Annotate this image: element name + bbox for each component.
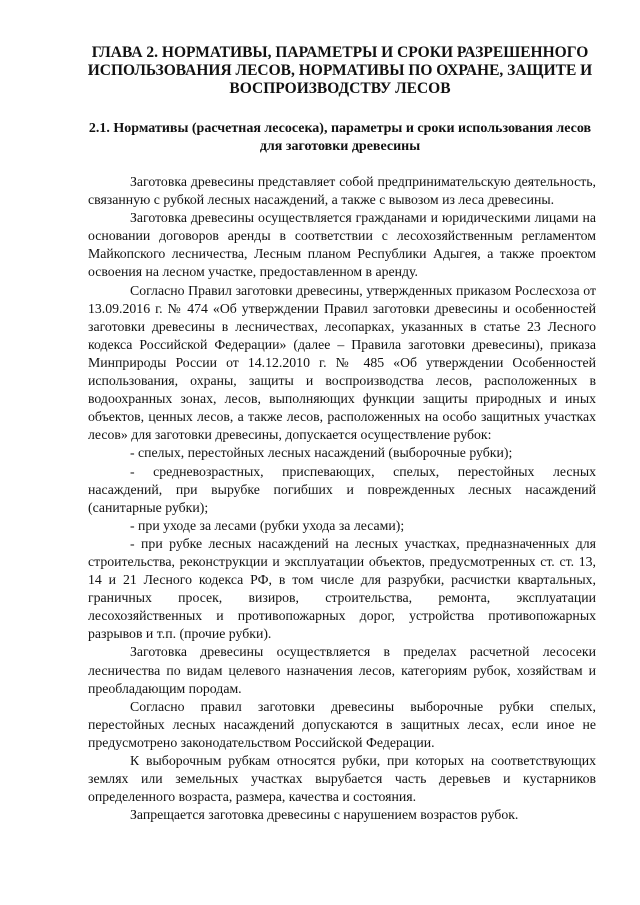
chapter-title: ГЛАВА 2. НОРМАТИВЫ, ПАРАМЕТРЫ И СРОКИ РАЗРЕШЕННОГО ИСПОЛЬЗОВАНИЯ ЛЕСОВ, НОРМАТИВЫ ПО ОХРАНЕ, ЗАЩИТЕ И ВОСПРОИЗВОДСТВУ ЛЕСОВ xyxy=(87,44,593,97)
list-item: - при уходе за лесами (рубки ухода за лесами); xyxy=(130,517,405,533)
list-item: - средневозрастных, приспевающих, спелых, перестойных лесных насаждений, при вырубке погибших и поврежденных лесных насаждений (санитарные рубки); xyxy=(88,463,596,515)
paragraph: К выборочным рубкам относятся рубки, при которых на соответствующих землях или земельных участках вырубается часть деревьев и кустарников определенного возраста, размера, качества и состояния. xyxy=(88,753,596,805)
list-item: - спелых, перестойных лесных насаждений (выборочные рубки); xyxy=(130,445,513,461)
list-item: - при рубке лесных насаждений на лесных участках, предназначенных для строительства, реконструкции и эксплуатации объектов, предусмотренных ст. ст. 13, 14 и 21 Лесного кодекса РФ, в том числе для разрубки, расчистки квартальных, граничных просек, визиров, строительства, ремонта, эксплуатации лесохозяйственных и противопожарных дорог, устройства противопожарных разрывов и т.п. (прочие рубки). xyxy=(88,535,596,642)
paragraph: Согласно Правил заготовки древесины, утвержденных приказом Рослесхоза от 13.09.2016 г. № 474 «Об утверждении Правил заготовки древесины и особенностей заготовки древесины в лесничествах, лесопарках, указанных в статье 23 Лесного кодекса Российской Федерации» (далее – Правила заготовки древесины), приказа Минприроды России от 14.12.2010 г. № 485 «Об утверждении Особенностей использования, охраны, защиты и воспроизводства лесов, расположенных в водоохранных зонах, лесов, выполняющих функции защиты природных и иных объектов, ценных лесов, а также лесов, расположенных на особо защитных участках лесов» для заготовки древесины, допускается осуществление рубок: xyxy=(88,282,596,443)
paragraph: Заготовка древесины осуществляется в пределах расчетной лесосеки лесничества по видам целевого назначения лесов, категориям рубок, хозяйствам и преобладающим породам. xyxy=(88,644,596,696)
paragraph: Заготовка древесины осуществляется гражданами и юридическими лицами на основании договоров аренды в соответствии с лесохозяйственным регламентом Майкопского лесничества, Лесным планом Республики Адыгея, а также проектом освоения на лесном участке, предоставленном в аренду. xyxy=(88,210,596,280)
paragraph: Согласно правил заготовки древесины выборочные рубки спелых, перестойных лесных насаждений допускаются в защитных лесах, если иное не предусмотрено законодательством Российской Федерации. xyxy=(88,698,596,750)
body-text xyxy=(88,173,596,824)
paragraph: Запрещается заготовка древесины с нарушением возрастов рубок. xyxy=(130,807,519,823)
paragraph: Заготовка древесины представляет собой предпринимательскую деятельность, связанную с рубкой лесных насаждений, а также с вывозом из леса древесины. xyxy=(88,174,596,208)
section-title: 2.1. Нормативы (расчетная лесосека), параметры и сроки использования лесов для заготовки древесины xyxy=(88,121,592,154)
